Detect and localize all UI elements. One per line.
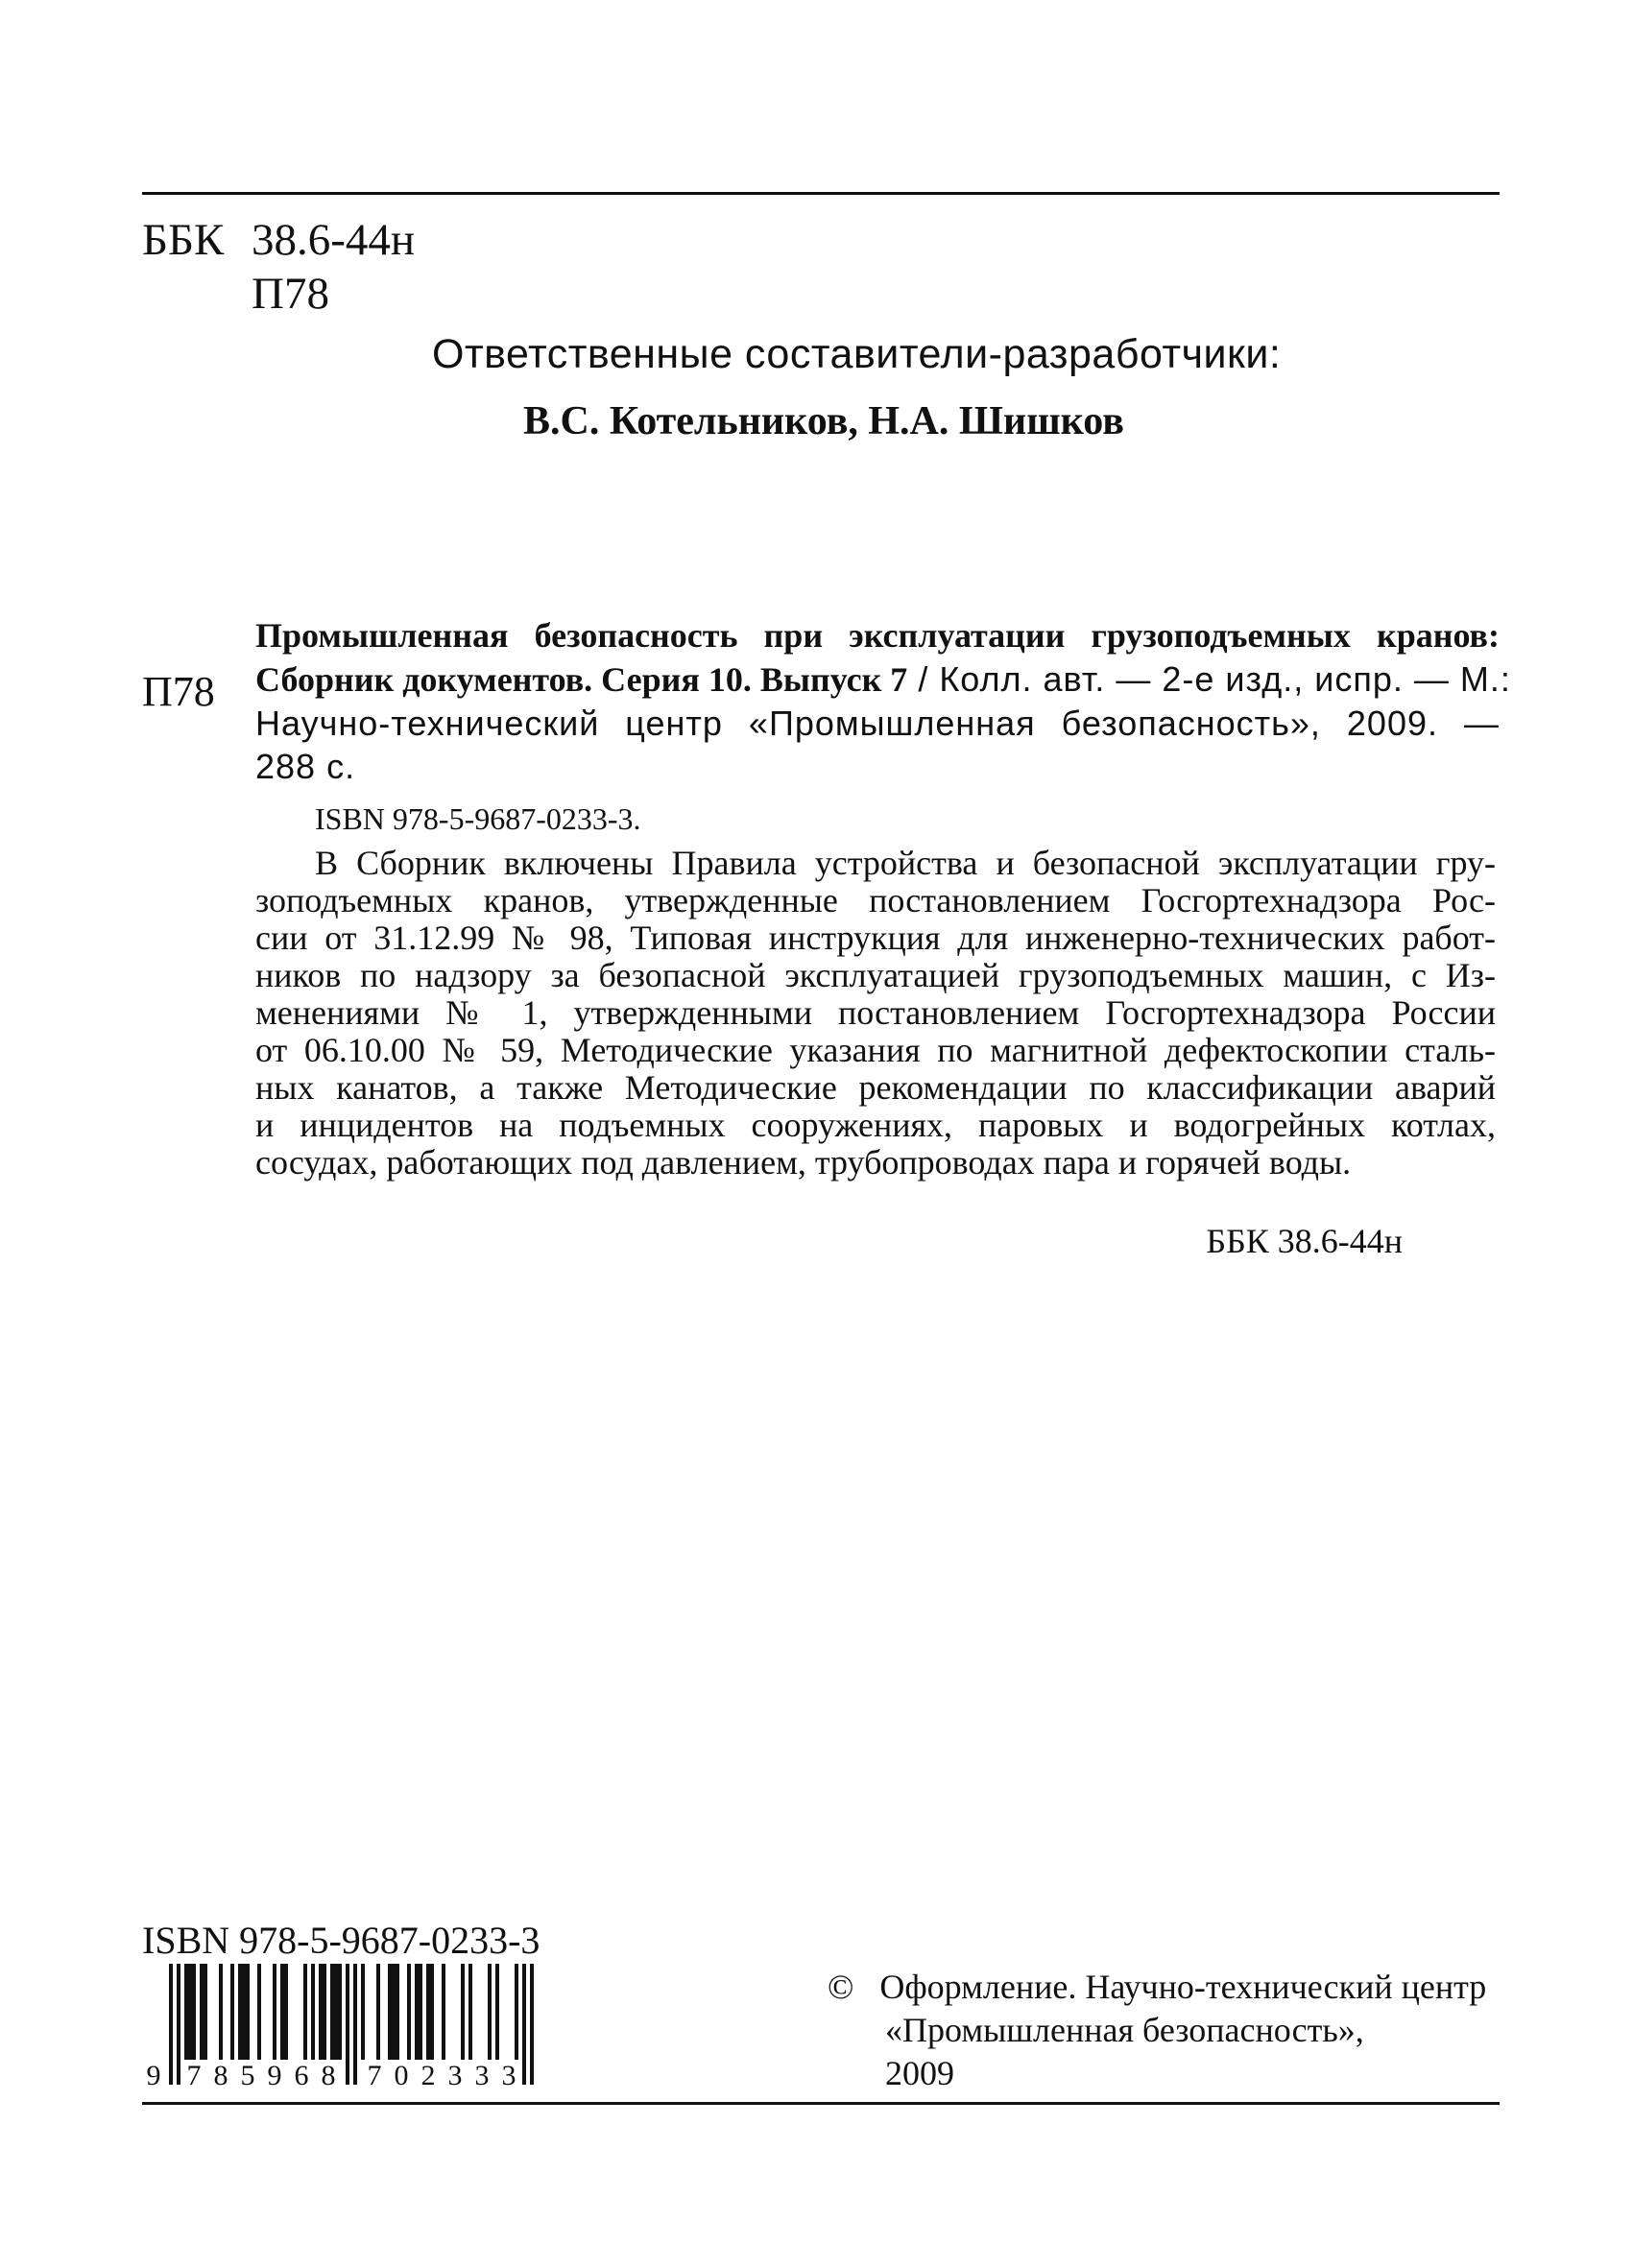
copyright-block [828,1966,1486,2095]
barcode-bar [238,1964,242,2060]
barcode-bar [388,1964,392,2060]
barcode-digit: 3 [474,2060,490,2089]
copyright-symbol: © [828,1968,854,2006]
bbk-code: 38.6-44н [252,215,416,265]
barcode-bar [257,1964,261,2060]
barcode-bar [273,1964,276,2060]
barcode-bar [461,1964,465,2060]
barcode-bar [284,1964,288,2060]
card-isbn: ISBN 978-5-9687-0233-3. [315,801,641,836]
copyright-line-1 [828,1966,1486,2009]
abstract-line: сии от 31.12.99 № 98, Типовая инструкция для инженерно-технических работ- [255,919,1496,957]
barcode-bar [407,1964,411,2060]
author-mark: П78 [252,269,329,319]
barcode-bar [323,1964,326,2060]
barcode-digit: 7 [186,2060,202,2089]
barcode-bar [311,1964,315,2060]
barcode-bar [219,1964,223,2060]
barcode-bar [192,1964,196,2060]
barcode-digit: 8 [213,2060,228,2089]
catalog-author-mark: П78 [142,668,215,715]
barcode-digit: 9 [267,2060,282,2089]
abstract-line: и инцидентов на подъемных сооружениях, паровых и водогрейных котлах, [255,1106,1496,1144]
barcode-bar [280,1964,284,2060]
top-rule [142,192,1500,195]
copyright-text-1: Оформление. Научно-технический центр [879,1968,1487,2006]
barcode-bar [522,1964,526,2085]
abstract-line: от 06.10.00 № 59, Методические указания по магнитной дефектоскопии сталь- [255,1031,1496,1069]
barcode-bar [426,1964,430,2060]
card-bbk-footer: ББК 38.6-44н [1206,1222,1403,1260]
barcode-bar [169,1964,173,2085]
abstract-line: зоподъемных кранов, утвержденные постановлением Госгортехнадзора Рос- [255,881,1496,919]
barcode-digits [147,2060,516,2089]
card-title-line: Промышленная безопасность при эксплуатации грузоподъемных кранов: [255,616,1500,655]
barcode-bar [346,1964,349,2085]
barcode-bar [184,1964,188,2060]
barcode-digit: 3 [501,2060,516,2089]
barcode-digit: 6 [294,2060,309,2089]
barcode-bar [495,1964,499,2060]
card-series-line [255,657,1511,702]
barcode-digit: 7 [367,2060,382,2089]
barcode-bar [188,1964,192,2060]
barcode-bar [230,1964,234,2060]
abstract-line: менениями № 1, утвержденными постановлением Госгортехнадзора России [255,993,1496,1032]
barcode-bar [488,1964,492,2060]
bbk-label: ББК [142,215,225,265]
isbn-barcode-label: ISBN 978-5-9687-0233-3 [142,1919,540,1962]
barcode-digit: 0 [394,2060,409,2089]
copyright-line-3: 2009 [885,2054,954,2092]
barcode-bar [396,1964,399,2060]
barcode-bar [319,1964,323,2060]
barcode-bar [204,1964,207,2060]
card-abstract [255,845,1496,1182]
abstract-line: ных канатов, а также Методические рекомендации по классификации аварий [255,1068,1496,1107]
bottom-rule [142,2102,1500,2105]
card-series-rest: / Колл. авт. — 2-е изд., испр. — М.: [907,659,1511,699]
barcode-digit: 2 [420,2060,436,2089]
barcode-bar [415,1964,419,2060]
barcode-bar [376,1964,380,2060]
card-series-bold: Сборник документов. Серия 10. Выпуск 7 [255,660,908,699]
abstract-line: В Сборник включены Правила устройства и безопасной эксплуатации гру- [315,844,1496,882]
barcode-bar [330,1964,334,2060]
barcode-digit: 8 [321,2060,336,2089]
barcode-bar [353,1964,357,2085]
barcode-bar [430,1964,434,2060]
isbn-barcode [142,1964,540,2089]
abstract-line: сосудах, работающих под давлением, трубопроводах пара и горячей воды. [255,1143,1352,1182]
barcode-bar [338,1964,342,2060]
barcode-bar [530,1964,534,2085]
barcode-bar [419,1964,422,2060]
responsible-compilers-names: В.С. Котельников, Н.А. Шишков [523,399,1124,443]
barcode-bar [177,1964,180,2085]
barcode-bar [303,1964,307,2060]
abstract-line: ников по надзору за безопасной эксплуатацией грузоподъемных машин, с Из- [255,956,1496,994]
card-pages-line: 288 с. [255,747,356,786]
barcode-bar [468,1964,472,2060]
bbk-classification [142,213,416,267]
barcode-digit: 3 [447,2060,463,2089]
catalog-card [255,614,1511,788]
barcode-digit: 5 [240,2060,255,2089]
card-publisher-line: Научно-технический центр «Промышленная безопасность», 2009. — [255,704,1500,743]
barcode-bar [242,1964,246,2060]
barcode-bar [246,1964,250,2060]
copyright-line-2: «Промышленная безопасность», [885,2011,1364,2049]
responsible-compilers-label: Ответственные составители-разработчики: [432,331,1282,377]
barcode-bar [515,1964,518,2060]
barcode-bar [442,1964,445,2060]
barcode-bar [334,1964,338,2060]
barcode-bar [361,1964,365,2060]
barcode-bar [392,1964,396,2060]
barcode-digit: 9 [146,2060,161,2089]
barcode-bar [200,1964,204,2060]
